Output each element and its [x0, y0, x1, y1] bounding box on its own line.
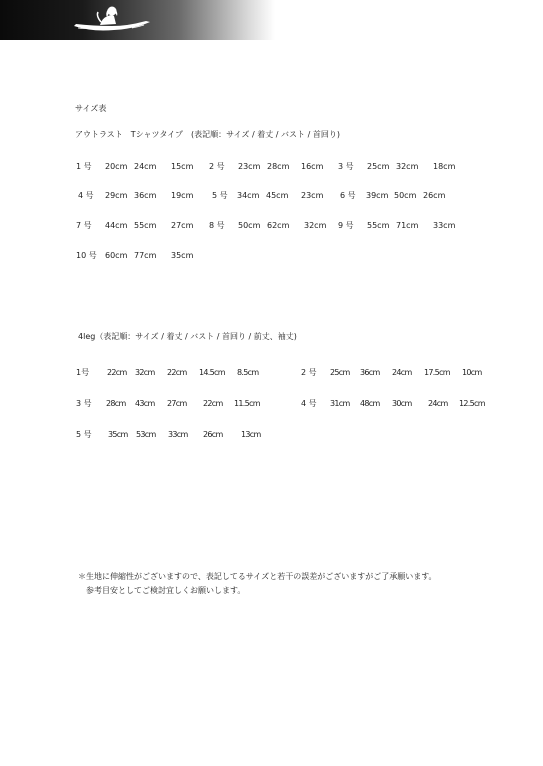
- size-label: 5 号: [76, 430, 92, 439]
- measurement-cell: 43cm: [135, 399, 155, 408]
- size-label: 1 号: [76, 162, 92, 171]
- size-label: 4 号: [78, 191, 94, 200]
- measurement-cell: 19cm: [171, 191, 194, 200]
- measurement-cell: 36cm: [134, 191, 157, 200]
- measurement-cell: 23cm: [301, 191, 324, 200]
- measurement-cell: 33cm: [168, 430, 188, 439]
- measurement-cell: 24cm: [428, 399, 448, 408]
- measurement-cell: 29cm: [105, 191, 128, 200]
- measurement-cell: 16cm: [301, 162, 324, 171]
- measurement-cell: 24cm: [134, 162, 157, 171]
- size-label: 1号: [76, 368, 90, 377]
- measurement-cell: 26cm: [203, 430, 223, 439]
- measurement-cell: 27cm: [167, 399, 187, 408]
- measurement-cell: 25cm: [330, 368, 350, 377]
- measurement-cell: 22cm: [203, 399, 223, 408]
- footnote-line-1: ＊生地に伸縮性がございますので、表記してるサイズと若干の誤差がございますがご了承願います。: [78, 572, 437, 581]
- size-label: 7 号: [76, 221, 92, 230]
- size-chart-title: サイズ表: [75, 104, 107, 113]
- measurement-cell: 12.5cm: [459, 399, 485, 408]
- size-label: 3 号: [338, 162, 354, 171]
- measurement-cell: 20cm: [105, 162, 128, 171]
- size-label: 9 号: [338, 221, 354, 230]
- measurement-cell: 17.5cm: [424, 368, 450, 377]
- measurement-cell: 32cm: [396, 162, 419, 171]
- measurement-cell: 34cm: [237, 191, 260, 200]
- size-label: 5 号: [212, 191, 228, 200]
- measurement-cell: 18cm: [433, 162, 456, 171]
- measurement-cell: 55cm: [367, 221, 390, 230]
- measurement-cell: 28cm: [106, 399, 126, 408]
- measurement-cell: 45cm: [266, 191, 289, 200]
- measurement-cell: 22cm: [107, 368, 127, 377]
- measurement-cell: 62cm: [267, 221, 290, 230]
- size-label: 10 号: [76, 251, 97, 260]
- size-label: 4 号: [301, 399, 317, 408]
- size-label: 2 号: [209, 162, 225, 171]
- measurement-cell: 8.5cm: [237, 368, 259, 377]
- size-label: 6 号: [340, 191, 356, 200]
- measurement-cell: 10cm: [462, 368, 482, 377]
- measurement-cell: 55cm: [134, 221, 157, 230]
- measurement-cell: 33cm: [433, 221, 456, 230]
- size-label: 2 号: [301, 368, 317, 377]
- measurement-cell: 35cm: [108, 430, 128, 439]
- measurement-cell: 13cm: [241, 430, 261, 439]
- outlast-tshirt-subtitle: アウトラスト Tシャツタイプ (表記順：サイズ / 着丈 / バスト / 首回り): [75, 130, 340, 139]
- measurement-cell: 15cm: [171, 162, 194, 171]
- measurement-cell: 48cm: [360, 399, 380, 408]
- measurement-cell: 77cm: [134, 251, 157, 260]
- measurement-cell: 22cm: [167, 368, 187, 377]
- measurement-cell: 60cm: [105, 251, 128, 260]
- measurement-cell: 14.5cm: [199, 368, 225, 377]
- measurement-cell: 71cm: [396, 221, 419, 230]
- measurement-cell: 44cm: [105, 221, 128, 230]
- size-label: 3 号: [76, 399, 92, 408]
- measurement-cell: 53cm: [136, 430, 156, 439]
- measurement-cell: 25cm: [367, 162, 390, 171]
- measurement-cell: 31cm: [330, 399, 350, 408]
- measurement-cell: 23cm: [238, 162, 261, 171]
- measurement-cell: 32cm: [135, 368, 155, 377]
- size-label: 8 号: [209, 221, 225, 230]
- measurement-cell: 30cm: [392, 399, 412, 408]
- measurement-cell: 24cm: [392, 368, 412, 377]
- measurement-cell: 50cm: [238, 221, 261, 230]
- measurement-cell: 32cm: [304, 221, 327, 230]
- 4leg-subtitle: 4leg（表記順：サイズ / 着丈 / バスト / 首回り / 前丈、袖丈): [78, 332, 297, 341]
- measurement-cell: 26cm: [423, 191, 446, 200]
- measurement-cell: 27cm: [171, 221, 194, 230]
- measurement-cell: 11.5cm: [234, 399, 260, 408]
- measurement-cell: 39cm: [366, 191, 389, 200]
- measurement-cell: 36cm: [360, 368, 380, 377]
- measurement-cell: 28cm: [267, 162, 290, 171]
- footnote-line-2: 参考目安としてご検討宜しくお願いします。: [86, 586, 246, 595]
- measurement-cell: 50cm: [394, 191, 417, 200]
- dog-on-boat-logo-icon: [72, 2, 152, 36]
- measurement-cell: 35cm: [171, 251, 194, 260]
